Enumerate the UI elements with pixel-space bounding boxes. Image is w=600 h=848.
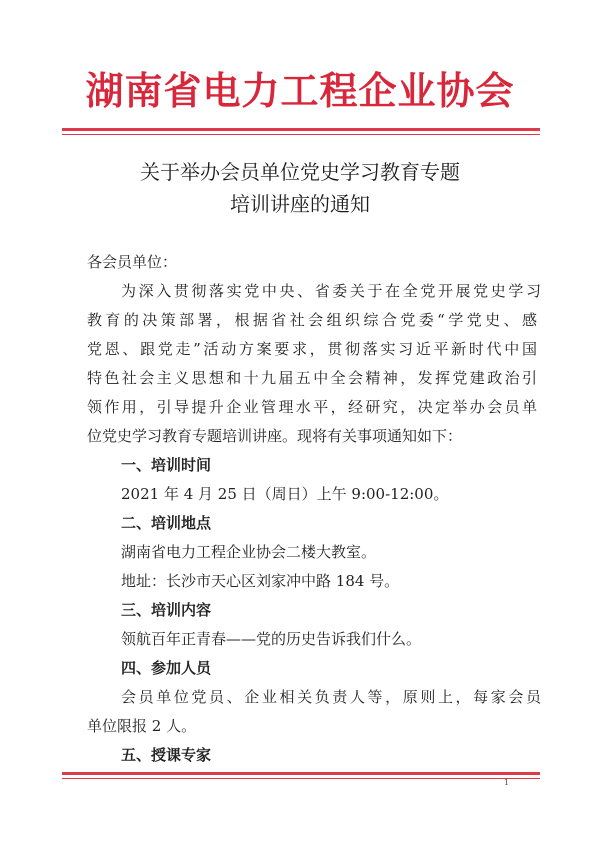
section-experts-heading: 五、授课专家 — [121, 746, 212, 764]
letterhead-org-name: 湖南省电力工程企业协会 — [85, 68, 515, 113]
section-content-heading: 三、培训内容 — [121, 601, 212, 619]
section-content-text: 领航百年正青春——党的历史告诉我们什么。 — [121, 630, 422, 648]
footer-rule-thick — [62, 772, 540, 775]
section-attendees-text-2: 单位限报 2 人。 — [87, 717, 197, 735]
salutation: 各会员单位： — [87, 253, 178, 271]
intro-line-6: 位党史学习教育专题培训讲座。现将有关事项通知如下： — [87, 427, 463, 445]
footer-rule-thin — [62, 778, 540, 779]
letterhead-rule-thin — [62, 134, 540, 135]
intro-line-1: 为深入贯彻落实党中央、省委关于在全党开展党史学习 — [121, 282, 541, 300]
intro-line-3: 党恩、跟党走”活动方案要求，贯彻落实习近平新时代中国 — [87, 340, 537, 358]
section-attendees-text-1: 会员单位党员、企业相关负责人等，原则上，每家会员 — [121, 688, 541, 706]
section-attendees-heading: 四、参加人员 — [121, 659, 212, 677]
page-number: 1 — [504, 778, 510, 787]
section-time-heading: 一、培训时间 — [121, 456, 212, 474]
notice-title-line1: 关于举办会员单位党史学习教育专题 — [140, 160, 460, 184]
section-time-text: 2021 年 4 月 25 日（周日）上午 9:00-12:00。 — [121, 485, 449, 503]
intro-line-4: 特色社会主义思想和十九届五中全会精神，发挥党建政治引 — [87, 369, 537, 387]
section-place-text-1: 湖南省电力工程企业协会二楼大教室。 — [121, 543, 377, 561]
letterhead-rule-thick — [62, 128, 540, 131]
intro-line-2: 教育的决策部署，根据省社会组织综合党委“学党史、感 — [87, 311, 537, 329]
intro-line-5: 领作用，引导提升企业管理水平，经研究，决定举办会员单 — [87, 398, 537, 416]
section-place-heading: 二、培训地点 — [121, 514, 212, 532]
notice-title-line2: 培训讲座的通知 — [230, 192, 370, 216]
section-place-text-2: 地址：长沙市天心区刘家冲中路 184 号。 — [121, 572, 400, 590]
